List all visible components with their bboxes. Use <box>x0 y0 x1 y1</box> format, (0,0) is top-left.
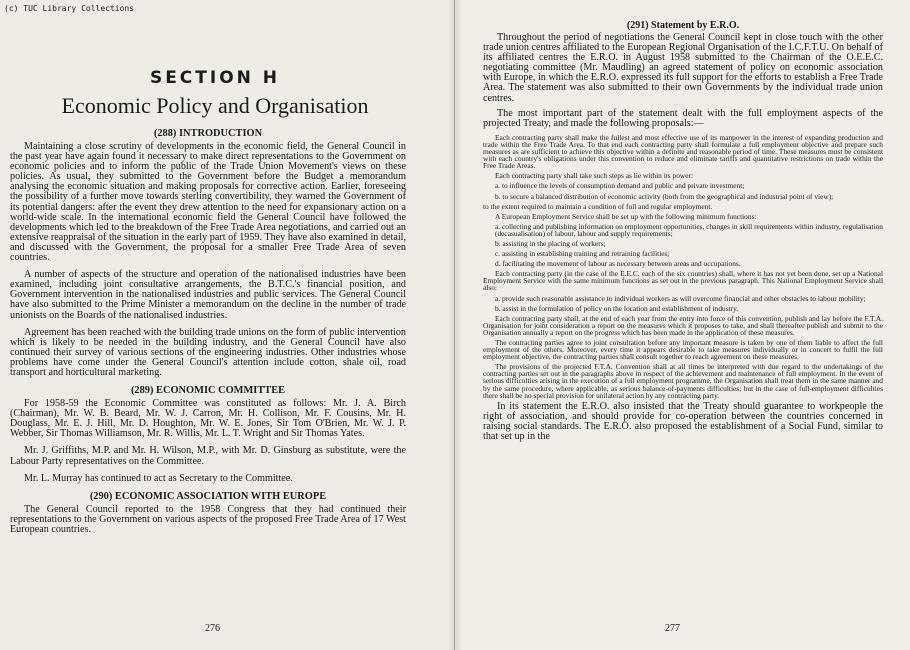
quoted-clause: Each contracting party shall take such steps as lie within its power: <box>495 171 694 181</box>
page-number: 276 <box>205 623 220 634</box>
quoted-clause: The provisions of the projected F.T.A. Convention shall at all times be interpreted with due regard to the undertakings of the contracting parties set out in the paragraphs above in respect of the achievement and maintenance of full employment. In the event of serious difficulties arising in the execution of a full employment programme, the Organisation shall treat them in the same manner and by the same procedure, where applicable, as serious balance-of-payments difficulties; but in the case of full-employment difficulties there shall be no special provision for unilateral action by any contracting party. <box>483 362 883 400</box>
paragraph: A number of aspects of the structure and operation of the nationalised industries have been examined, including joint consultative arrangements, the B.T.C.'s financial position, and Government intervention in the nationalised industries and public services. The General Council have also submitted to the Prime Minister a memorandum on the decline in the number of trade unionists on the Boards of the nationalised industries. <box>10 269 406 321</box>
paragraph: Throughout the period of negotiations the General Council kept in close touch with the other trade union centres affiliated to the European Regional Organisation of the I.C.F.T.U. On behalf of its affiliated centres the E.R.O. in August 1958 submitted to the Chairman of the O.E.E.C. negotiating committee (Mr. Maudling) an agreed statement of policy on economic association with Europe, in which the E.R.O. expressed its full support for the efforts to establish a Free Trade Area. The statement was also submitted to their own Governments by the individual trade union centres. <box>483 32 883 104</box>
clause-item: b. to secure a balanced distribution of economic activity (both from the geographical and industrial point of view); <box>495 191 834 201</box>
paragraph: For 1958-59 the Economic Committee was constituted as follows: Mr. J. A. Birch (Chairman), Mr. W. B. Beard, Mr. W. J. Carron, Mr. H. Collison, Mr. F. Cousins, Mr. H. Douglass, Mr. E. J. Hill, Mr. D. Houghton, Mr. W. E. Jones, Sir Tom O'Brien, Mr. W. J. P. Webber, Sir Thomas Williamson, Mr. R. Willis, Mr. L. T. Wright and Sir Thomas Yates. <box>10 398 406 440</box>
right-page-body <box>483 20 883 447</box>
quoted-clause: The contracting parties agree to joint consultation before any important measure is taken by one of them liable to affect the full employment of the others. Moreover, every time it appears desirable to take measures individually or in concert to fulfil the full employment objective, the contracting parties shall consult together to reach agreement on these measures. <box>483 338 883 362</box>
clause-item: b. assisting in the placing of workers; <box>495 238 606 248</box>
quoted-clause: Each contracting party shall, at the end of each year from the entry into force of this convention, publish and lay before the F.T.A. Organisation for joint consideration a report on the measures which it proposes to take, and shall thereafter publish and submit to the Organisation annually a report on the progress which has been made in the application of these measures. <box>483 313 883 337</box>
heading-291: (291) Statement by E.R.O. <box>626 20 740 31</box>
page-number: 277 <box>665 623 680 634</box>
quoted-clause: to the extent required to maintain a condition of full and regular employment. <box>483 201 713 211</box>
section-label: SECTION H <box>149 68 281 88</box>
quoted-clause: Each contracting party (in the case of the E.E.C. each of the six countries) shall, where it has not yet been done, set up a National Employment Service with the same minimum functions as set out in the previous paragraph. This National Employment Service shall also: <box>483 269 883 293</box>
quoted-clause: Each contracting party shall make the fullest and most effective use of its manpower in the interest of expanding production and trade within the Free Trade Area. To that end each contracting party shall formulate a full employment objective and prepare such measures as are sufficient to achieve this objective within a definite and reasonable period of time. These measures must be consistent with each country's obligations under this convention to reduce and eliminate tariffs and quantitative restrictions on trade within the Free Trade Areas. <box>483 132 883 171</box>
left-page-body <box>10 128 406 542</box>
heading-290: (290) ECONOMIC ASSOCIATION WITH EUROPE <box>89 490 327 502</box>
section-title: Economic Policy and Organisation <box>61 93 369 118</box>
paragraph: The General Council reported to the 1958 Congress that they had continued their representations to the Government on various aspects of the proposed Free Trade Area of 17 West European countries. <box>10 503 406 535</box>
watermark: (c) TUC Library Collections <box>4 4 135 13</box>
paragraph: Maintaining a close scrutiny of developments in the economic field, the General Council in the past year have again found it necessary to make direct representations to the Government on economic policies and to inform the public of the Trade Union Movement's views on these policies. As usual, they submitted to the Government before the Budget a memorandum analysing the economic situation and making proposals for corrective action. Earlier, foreseeing the possibility of a further move towards sterling convertibility, they warned the Government of its potential dangers: after the event they drew attention to the need for expansionary action on a world-wide scale. In the international economic field the General Council have followed the developments which led to the breakdown of the Free Trade Area negotiations, and carried out an extensive reappraisal of the situation in the early part of 1959. They have also examined in detail, and discussed with the Government, the proposal for a smaller Free Trade Area of seven countries. <box>10 141 406 264</box>
quoted-clause: A European Employment Service shall be set up with the following minimum functions: <box>495 211 757 221</box>
paragraph: Mr. L. Murray has continued to act as Secretary to the Committee. <box>24 472 293 484</box>
paragraph: Mr. J. Griffiths, M.P. and Mr. H. Wilson, M.P., with Mr. D. Ginsburg as substitute, were the Labour Party representatives on the Committee. <box>10 445 406 467</box>
book-gutter <box>448 0 462 650</box>
clause-item: c. assisting in establishing training and retraining facilities; <box>495 249 670 259</box>
paragraph: In its statement the E.R.O. also insisted that the Treaty should guarantee to workpeople the right of association, and should provide for co-operation between the countries concerned in raising social standards. The E.R.O. also proposed the establishment of a Social Fund, similar to that set up in the <box>483 400 883 443</box>
right-page <box>455 0 910 650</box>
clause-item: d. facilitating the movement of labour as necessary between areas and occupations. <box>495 259 741 269</box>
clause-item: a. to influence the levels of consumption demand and public and private investment; <box>495 181 745 191</box>
heading-288: (288) INTRODUCTION <box>153 128 263 139</box>
clause-item: b. assist in the formulation of policy on the location and establishment of industry. <box>495 303 739 313</box>
heading-289: (289) ECONOMIC COMMITTEE <box>130 385 286 397</box>
clause-item: a. collecting and publishing information on employment opportunities, changes in skill requirements within industry, regulalisation (decasualisation) of labour, labour and supply requirements; <box>495 221 883 238</box>
clause-item: a. provide such reasonable assistance to individual workers as will overcome financial and other obstacles to labour mobility; <box>495 293 866 303</box>
paragraph: The most important part of the statement dealt with the full employment aspects of the projected Treaty, and made the following proposals:— <box>483 107 883 129</box>
paragraph: Agreement has been reached with the building trade unions on the form of public intervention which is likely to be needed in the building industry, and the General Council have also continued their survey of various sections of the engineering industries. Other industries whose problems have come under the General Council's attention include cotton, shale oil, road transport and horticultural marketing. <box>10 326 406 378</box>
